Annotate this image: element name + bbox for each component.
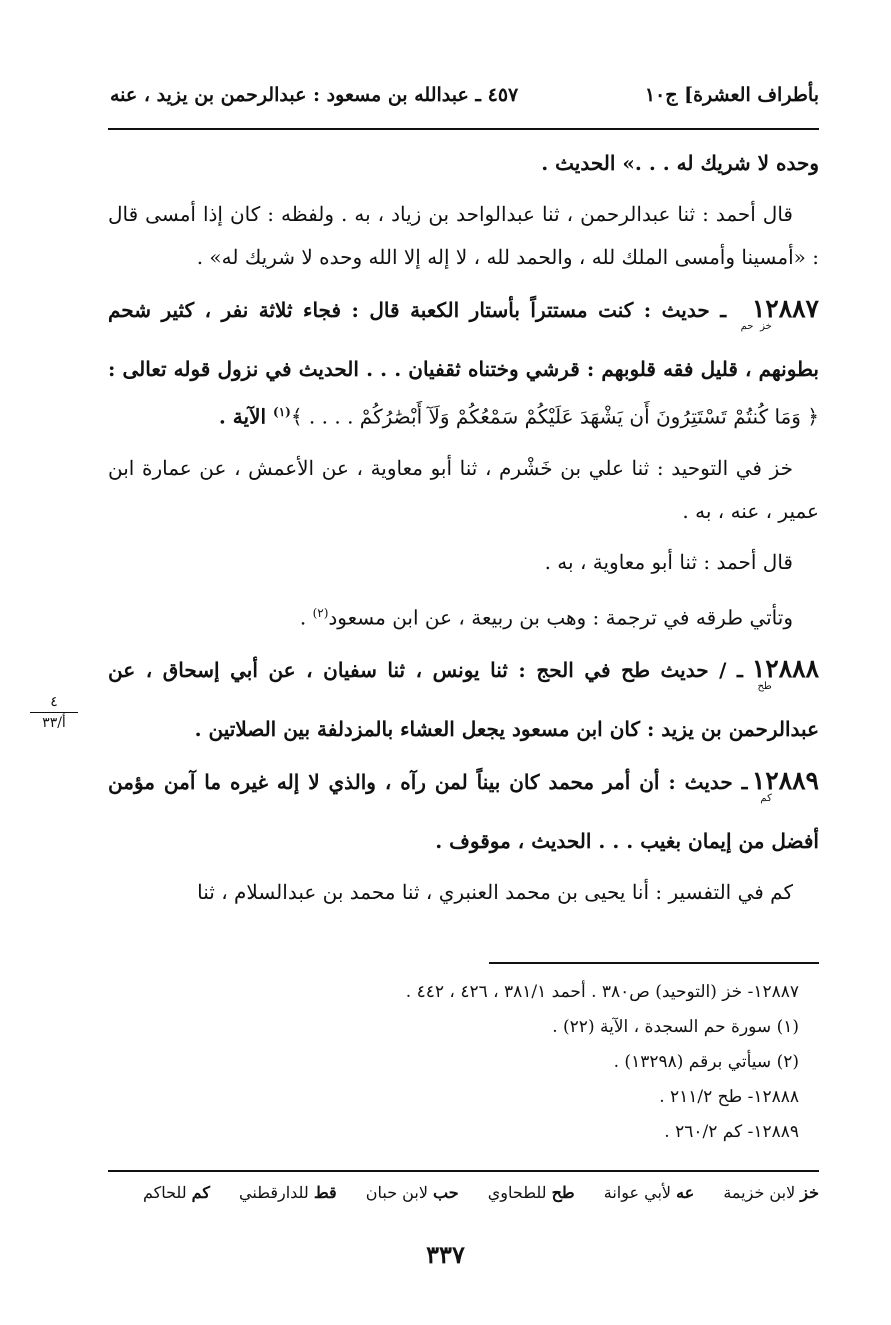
hadith-tail: الآية .: [218, 404, 267, 429]
hadith-text: ـ حديث : أن أمر محمد كان بيناً لمن رآه ، والذي لا إله غيره ما آمن مؤمن أفضل من إيمان بغيب . . . الحديث ، موقوف .: [108, 770, 819, 854]
folio-bottom: أ/٣٣: [42, 715, 66, 731]
cross-ref-text: وتأتي طرقه في ترجمة : وهب بن ربيعة ، عن ابن مسعود: [328, 605, 793, 630]
hadith-siglum: كم: [760, 793, 772, 805]
paragraph-ahmad-2: قال أحمد : ثنا أبو معاوية ، به .: [544, 549, 793, 574]
footnote: ١٢٨٨٨- طح ٢١١/٢ .: [659, 1087, 799, 1107]
footnotes: [108, 975, 799, 1150]
header-chapter: ٤٥٧ ـ عبدالله بن مسعود : عبدالرحمن بن يزيد ، عنه: [110, 84, 519, 106]
abbreviations-rule: [108, 1170, 819, 1172]
running-header: [110, 80, 819, 116]
hadith-text: ـ حديث : كنت مستتراً بأستار الكعبة قال : فجاء ثلاثة نفر ، كثير شحم بطونهم ، قليل فقه قلوبهم : قرشي وختناه ثقفيان . . . الحديث في نزول قوله تعالى :: [108, 298, 819, 381]
abbr-item: كم للحاكم: [142, 1183, 210, 1202]
footnote: ١٢٨٨٩- كم ٢٦٠/٢ .: [664, 1122, 799, 1142]
abbr-item: حب لابن حبان: [365, 1183, 459, 1202]
paragraph-tawhid: خز في التوحيد : ثنا علي بن خَشْرم ، ثنا أبو معاوية ، عن الأعمش ، عن عمارة ابن عمير ، عنه ، به .: [108, 455, 819, 523]
abbr-item: قط للدارقطني: [239, 1183, 337, 1202]
folio-top: ٤: [30, 694, 78, 713]
footnote: (١) سورة حم السجدة ، الآية (٢٢) .: [552, 1017, 799, 1037]
main-text: [108, 142, 819, 922]
footnote-ref-1: (١): [273, 405, 291, 419]
hadith-number: ١٢٨٨٩: [751, 766, 819, 796]
paragraph-tafsir: كم في التفسير : أنا يحيى بن محمد العنبري ، ثنا محمد بن عبدالسلام ، ثنا: [197, 880, 793, 905]
abbr-item: عه لأبي عوانة: [603, 1183, 695, 1202]
header-volume: بأطراف العشرة] ج١٠: [644, 84, 819, 106]
hadith-number: ١٢٨٨٧: [751, 294, 819, 323]
footnote: ١٢٨٨٧- خز (التوحيد) ص٣٨٠ . أحمد ٣٨١/١ ، ٤٢٦ ، ٤٤٢ .: [405, 982, 799, 1002]
header-rule: [108, 128, 819, 130]
paragraph-continuation: وحده لا شريك له . . .» الحديث .: [541, 151, 819, 175]
footnote: (٢) سيأتي برقم (١٣٢٩٨) .: [613, 1052, 799, 1072]
hadith-number: ١٢٨٨٨: [751, 654, 819, 684]
footnote-ref-2: (٢): [312, 605, 329, 620]
paragraph-ahmad: قال أحمد : ثنا عبدالرحمن ، ثنا عبدالواحد بن زياد ، به . ولفظه : كان إذا أمسى قال : «أمسينا وأمسى الملك لله ، والحمد لله ، لا إله إلا الله وحده لا شريك له» .: [108, 202, 819, 269]
abbr-item: طح للطحاوي: [487, 1183, 575, 1202]
hadith-12889: [108, 759, 819, 863]
hadith-12887: [108, 287, 819, 439]
hadith-text: ـ / حديث طح في الحج : ثنا يونس ، ثنا سفيان ، عن أبي إسحاق ، عن عبدالرحمن بن يزيد : كان ابن مسعود يجعل العشاء بالمزدلفة بين الصلاتين .: [108, 658, 819, 742]
hadith-siglum: طح: [757, 681, 772, 693]
abbr-item: خز لابن خزيمة: [723, 1183, 819, 1202]
manuscript-folio-note: [24, 694, 84, 731]
page-number: ٣٣٧: [426, 1240, 465, 1269]
footnote-rule: [489, 962, 819, 964]
hadith-siglum: خز حم: [740, 321, 772, 332]
abbreviations-key: [108, 1183, 819, 1202]
paragraph-cross-ref: وتأتي طرقه في ترجمة : وهب بن ربيعة ، عن ابن مسعود$^{(٢)}$ .: [299, 605, 793, 630]
hadith-12888: [108, 647, 819, 751]
quran-verse: ﴿ وَمَا كُنتُمْ تَسْتَتِرُونَ أَن يَشْهَدَ عَلَيْكُمْ سَمْعُكُمْ وَلَآ أَبْصَٰرُكُمْ . . . . ﴾: [290, 404, 819, 429]
